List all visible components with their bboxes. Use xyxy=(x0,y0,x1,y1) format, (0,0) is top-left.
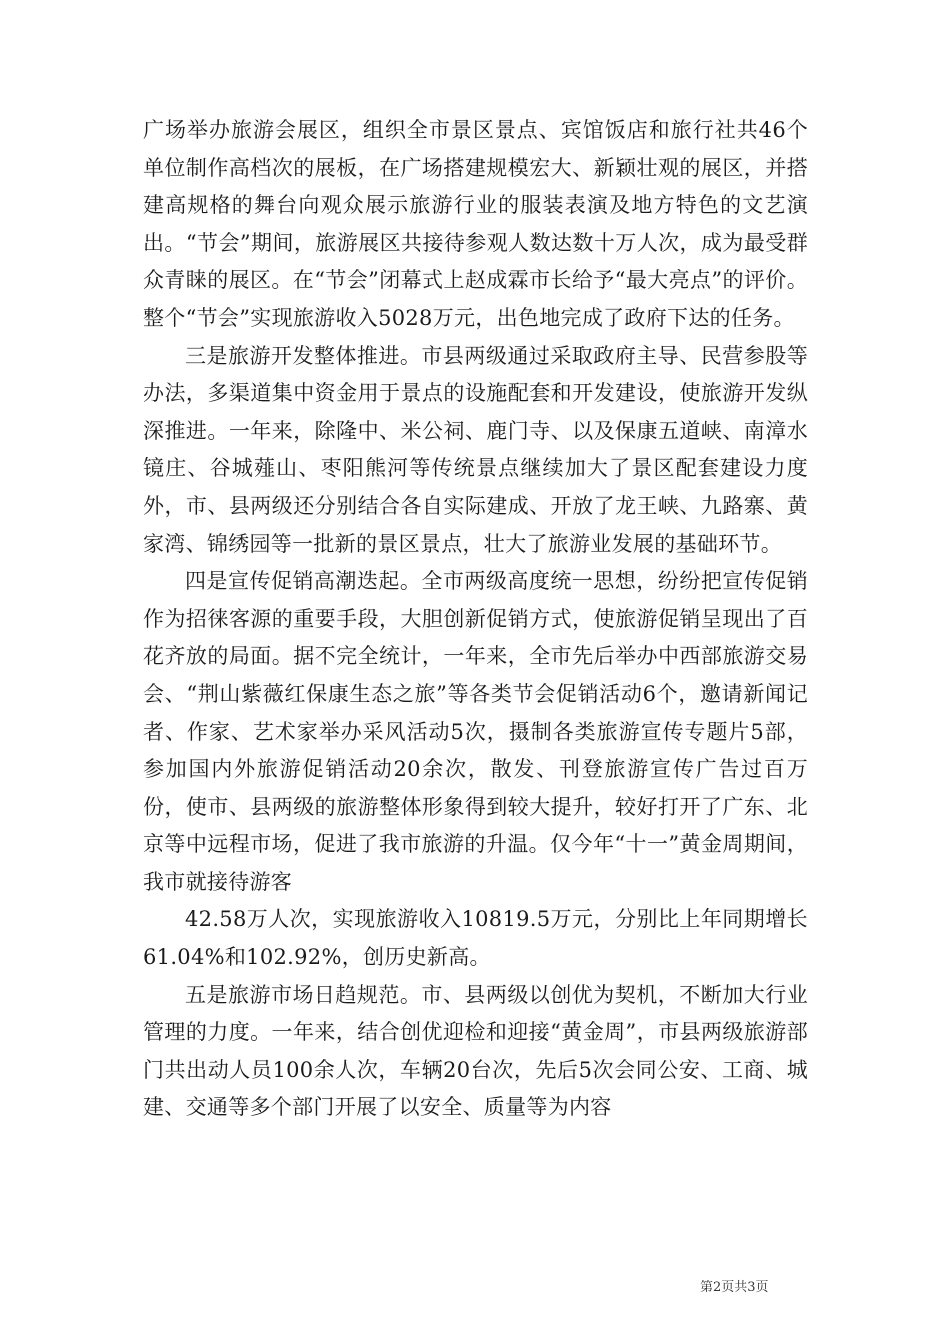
paragraph-tourism-development: 三是旅游开发整体推进。市县两级通过采取政府主导、民营参股等办法，多渠道集中资金用于景点的设施配套和开发建设，使旅游开发纵深推进。一年来，除隆中、米公祠、鹿门寺、以及保康五道峡、南漳水镜庄、谷城薤山、枣阳熊河等传统景点继续加大了景区配套建设力度外，市、县两级还分别结合各自实际建成、开放了龙王峡、九路寨、黄家湾、锦绣园等一批新的景区景点，壮大了旅游业发展的基础环节。 xyxy=(143,343,808,556)
document-body xyxy=(143,112,808,1127)
page-number-footer: 第2页共3页 xyxy=(700,1280,769,1295)
paragraph-golden-week-figures: 42.58万人次，实现旅游收入10819.5万元，分别比上年同期增长61.04%和102.92%，创历史新高。 xyxy=(143,907,808,970)
paragraph-continuation: 广场举办旅游会展区，组织全市景区景点、宾馆饭店和旅行社共46个单位制作高档次的展板，在广场搭建规模宏大、新颖壮观的展区，并搭建高规格的舞台向观众展示旅游行业的服装表演及地方特色的文艺演出。“节会”期间，旅游展区共接待参观人数达数十万人次，成为最受群众青睐的展区。在“节会”闭幕式上赵成霖市长给予“最大亮点”的评价。整个“节会”实现旅游收入5028万元，出色地完成了政府下达的任务。 xyxy=(143,118,808,330)
paragraph-promotion: 四是宣传促销高潮迭起。全市两级高度统一思想，纷纷把宣传促销作为招徕客源的重要手段，大胆创新促销方式，使旅游促销呈现出了百花齐放的局面。据不完全统计，一年来，全市先后举办中西部旅游交易会、“荆山紫薇红保康生态之旅”等各类节会促销活动6个，邀请新闻记者、作家、艺术家举办采风活动5次，摄制各类旅游宣传专题片5部，参加国内外旅游促销活动20余次，散发、刊登旅游宣传广告过百万份，使市、县两级的旅游整体形象得到较大提升，较好打开了广东、北京等中远程市场，促进了我市旅游的升温。仅今年“十一”黄金周期间，我市就接待游客 xyxy=(143,569,808,894)
paragraph-market-regulation: 五是旅游市场日趋规范。市、县两级以创优为契机，不断加大行业管理的力度。一年来，结合创优迎检和迎接“黄金周”，市县两级旅游部门共出动人员100余人次，车辆20台次，先后5次会同公安、工商、城建、交通等多个部门开展了以安全、质量等为内容 xyxy=(143,982,808,1120)
